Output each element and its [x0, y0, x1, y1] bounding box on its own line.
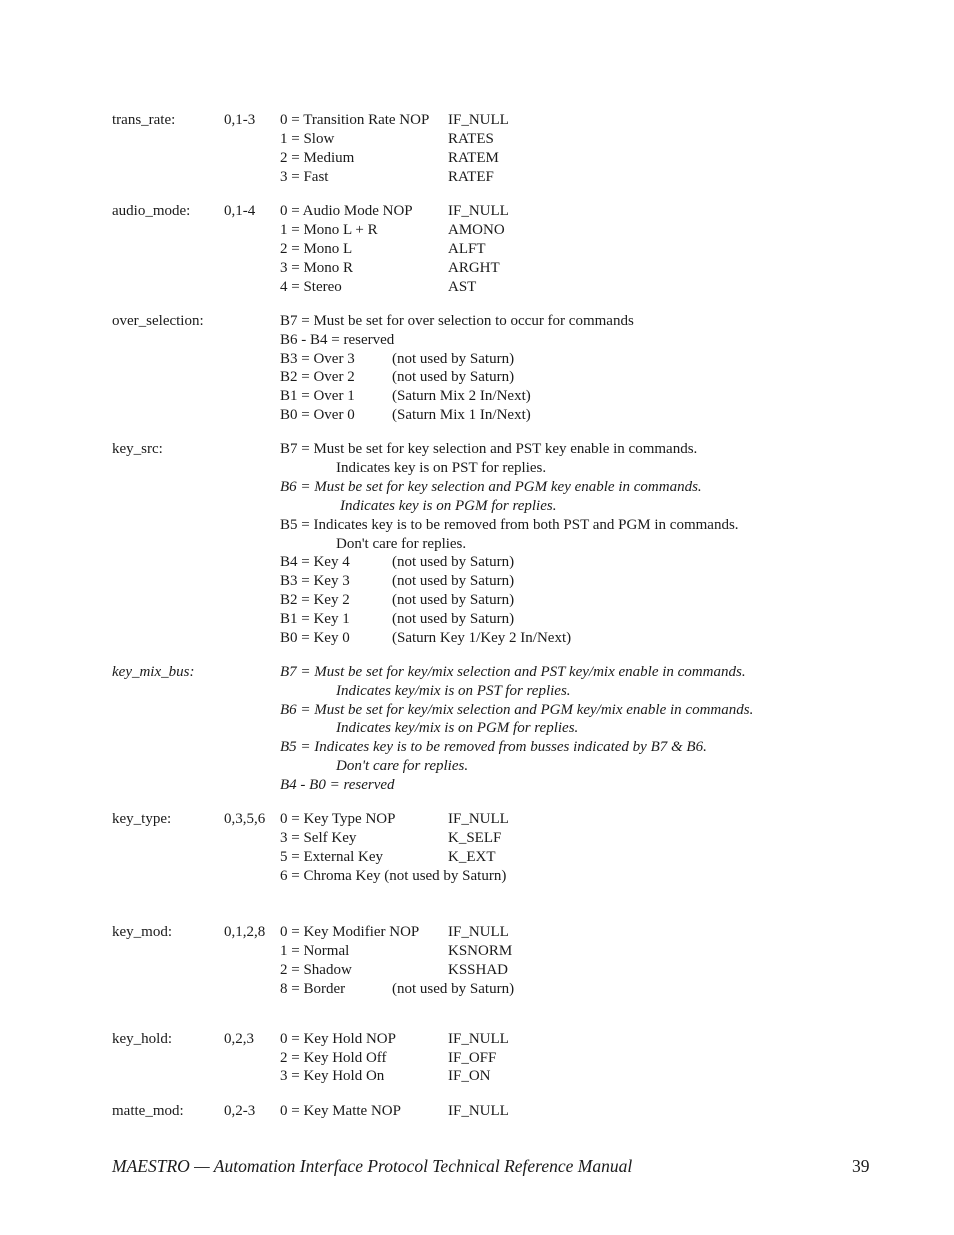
bit-description: Don't care for replies.	[336, 536, 467, 552]
value-desc: 0 = Key Matte NOP	[280, 1103, 401, 1119]
bit-note: (not used by Saturn)	[392, 611, 515, 627]
bit-note: (not used by Saturn)	[392, 554, 515, 570]
value-desc: 3 = Fast	[280, 169, 329, 185]
bit-label: B1 = Over 1	[280, 388, 355, 404]
bit-description: B7 = Must be set for key selection and PST key enable in commands.	[280, 441, 698, 457]
value-desc: 1 = Normal	[280, 943, 350, 959]
bit-note: (Saturn Mix 1 In/Next)	[392, 407, 531, 423]
value-code: KSSHAD	[448, 962, 509, 978]
value-desc: 0 = Key Hold NOP	[280, 1031, 396, 1047]
bit-description: B4 - B0 = reserved	[280, 777, 395, 793]
footer-title: MAESTRO — Automation Interface Protocol Technical Reference Manual	[112, 1156, 633, 1176]
value-desc: 3 = Self Key	[280, 830, 357, 846]
field-values: 0,1-3	[224, 112, 256, 128]
field-name: key_type:	[112, 811, 172, 827]
field-name: key_mix_bus:	[112, 664, 195, 680]
bit-description: B6 = Must be set for key selection and PGM key enable in commands.	[280, 479, 702, 495]
value-code: IF_NULL	[448, 1031, 509, 1047]
bit-description: B5 = Indicates key is to be removed from both PST and PGM in commands.	[280, 517, 739, 533]
value-desc: 4 = Stereo	[280, 279, 342, 295]
value-desc: 1 = Mono L + R	[280, 222, 378, 238]
value-code: IF_NULL	[448, 924, 509, 940]
value-code: RATEM	[448, 150, 499, 166]
bit-label: B2 = Key 2	[280, 592, 350, 608]
field-name: key_mod:	[112, 924, 172, 940]
value-code: AST	[448, 279, 477, 295]
bit-description: Indicates key/mix is on PGM for replies.	[336, 720, 579, 736]
value-desc: 2 = Key Hold Off	[280, 1050, 387, 1066]
bit-description: B5 = Indicates key is to be removed from busses indicated by B7 & B6.	[280, 739, 707, 755]
bit-label: B3 = Over 3	[280, 351, 355, 367]
value-code: IF_ON	[448, 1068, 491, 1084]
field-name: over_selection:	[112, 313, 204, 329]
value-code: K_SELF	[448, 830, 502, 846]
bit-note: (Saturn Key 1/Key 2 In/Next)	[392, 630, 572, 646]
bit-note: (not used by Saturn)	[392, 369, 515, 385]
bit-description: B6 - B4 = reserved	[280, 332, 395, 348]
bit-description: Indicates key is on PGM for replies.	[340, 498, 557, 514]
value-desc: 2 = Medium	[280, 150, 355, 166]
value-code: IF_NULL	[448, 112, 509, 128]
bit-description: Indicates key/mix is on PST for replies.	[336, 683, 571, 699]
bit-description: B6 = Must be set for key/mix selection and PGM key/mix enable in commands.	[280, 702, 754, 718]
page-number: 39	[852, 1156, 870, 1176]
bit-label: B2 = Over 2	[280, 369, 355, 385]
value-code: IF_OFF	[448, 1050, 497, 1066]
field-values: 0,2-3	[224, 1103, 256, 1119]
value-desc: 0 = Key Modifier NOP	[280, 924, 420, 940]
field-name: audio_mode:	[112, 203, 191, 219]
field-values: 0,3,5,6	[224, 811, 266, 827]
bit-note: (not used by Saturn)	[392, 351, 515, 367]
bit-note: (not used by Saturn)	[392, 592, 515, 608]
value-code: IF_NULL	[448, 1103, 509, 1119]
field-values: 0,2,3	[224, 1031, 254, 1047]
value-note: (not used by Saturn)	[392, 981, 515, 997]
value-code: KSNORM	[448, 943, 513, 959]
value-desc: 2 = Mono L	[280, 241, 353, 257]
field-name: key_src:	[112, 441, 163, 457]
value-code: IF_NULL	[448, 811, 509, 827]
field-values: 0,1-4	[224, 203, 256, 219]
field-name: trans_rate:	[112, 112, 176, 128]
value-code: ALFT	[448, 241, 486, 257]
bit-description: Don't care for replies.	[336, 758, 469, 774]
value-desc: 6 = Chroma Key (not used by Saturn)	[280, 868, 507, 884]
bit-description: B7 = Must be set for over selection to occur for commands	[280, 313, 634, 329]
value-code: AMONO	[448, 222, 505, 238]
field-values: 0,1,2,8	[224, 924, 266, 940]
value-code: K_EXT	[448, 849, 496, 865]
value-code: RATES	[448, 131, 494, 147]
bit-description: B7 = Must be set for key/mix selection and PST key/mix enable in commands.	[280, 664, 746, 680]
bit-label: B0 = Over 0	[280, 407, 355, 423]
value-desc: 0 = Key Type NOP	[280, 811, 396, 827]
value-desc: 0 = Transition Rate NOP	[280, 112, 430, 128]
value-desc: 5 = External Key	[280, 849, 384, 865]
bit-label: B4 = Key 4	[280, 554, 350, 570]
value-desc: 0 = Audio Mode NOP	[280, 203, 413, 219]
value-desc: 2 = Shadow	[280, 962, 352, 978]
value-desc: 8 = Border	[280, 981, 346, 997]
field-name: key_hold:	[112, 1031, 172, 1047]
bit-label: B0 = Key 0	[280, 630, 350, 646]
bit-note: (Saturn Mix 2 In/Next)	[392, 388, 531, 404]
bit-label: B3 = Key 3	[280, 573, 350, 589]
value-code: IF_NULL	[448, 203, 509, 219]
bit-description: Indicates key is on PST for replies.	[336, 460, 547, 476]
field-name: matte_mod:	[112, 1103, 184, 1119]
value-code: RATEF	[448, 169, 494, 185]
bit-label: B1 = Key 1	[280, 611, 350, 627]
value-desc: 3 = Key Hold On	[280, 1068, 385, 1084]
value-desc: 3 = Mono R	[280, 260, 354, 276]
value-desc: 1 = Slow	[280, 131, 335, 147]
value-code: ARGHT	[448, 260, 500, 276]
bit-note: (not used by Saturn)	[392, 573, 515, 589]
